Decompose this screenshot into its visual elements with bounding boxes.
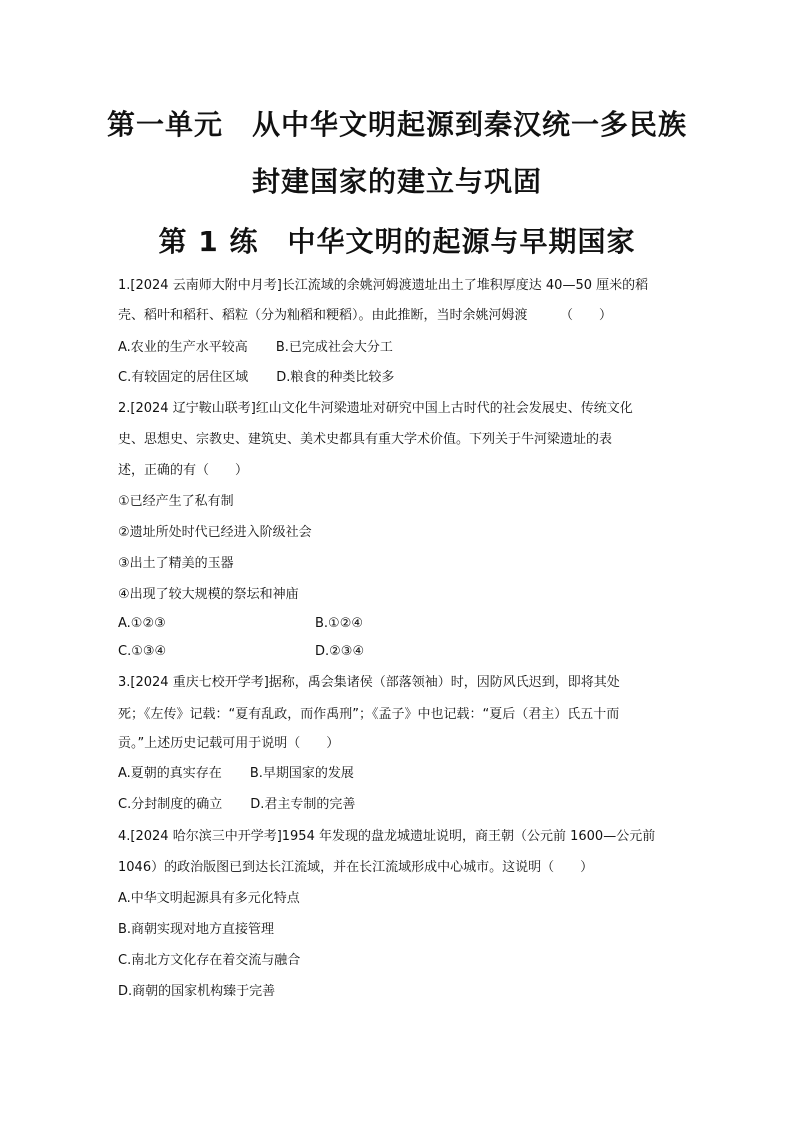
unit-title: 第一单元 从中华文明起源到秦汉统一多民族 [106, 108, 687, 141]
q1-stem-line2: 壳、稻叶和稻秆、稻粒（分为籼稻和粳稻）。由此推断，当时余姚河姆渡 （ ） [118, 308, 613, 323]
q2-statement-3: ③出土了精美的玉器 [118, 556, 234, 571]
q2-statement-2: ②遗址所处时代已经进入阶级社会 [118, 525, 312, 540]
q2-option-c[interactable]: C.①③④ [118, 644, 167, 659]
q2-option-a[interactable]: A.①②③ [118, 616, 166, 631]
q4-option-a[interactable]: A.中华文明起源具有多元化特点 [118, 891, 300, 906]
q4-option-c[interactable]: C.南北方文化存在着交流与融合 [118, 953, 301, 968]
q4-stem-line2: 1046）的政治版图已到达长江流域，并在长江流域形成中心城市。这说明（ ） [118, 860, 594, 875]
q3-option-b[interactable]: B.早期国家的发展 [249, 766, 354, 781]
q2-stem-line1: 2.[2024 辽宁鞍山联考]红山文化牛河梁遗址对研究中国上古时代的社会发展史、传统文化 [118, 401, 633, 416]
q3-option-c[interactable]: C.分封制度的确立 [118, 797, 223, 812]
q3-options-row2 [118, 795, 678, 815]
q1-option-b[interactable]: B.已完成社会大分工 [275, 340, 393, 355]
q1-option-c[interactable]: C.有较固定的居住区域 [118, 370, 249, 385]
q1-options-row1 [118, 338, 678, 358]
q2-statement-1: ①已经产生了私有制 [118, 494, 234, 509]
q2-option-b[interactable]: B.①②④ [315, 616, 364, 631]
q3-options-row1 [118, 764, 678, 784]
q1-option-a[interactable]: A.农业的生产水平较高 [118, 340, 248, 355]
q3-option-d[interactable]: D.君主专制的完善 [250, 797, 356, 812]
q3-option-a[interactable]: A.夏朝的真实存在 [118, 766, 222, 781]
q4-option-d[interactable]: D.商朝的国家机构臻于完善 [118, 984, 276, 999]
q2-statement-4: ④出现了较大规模的祭坛和神庙 [118, 587, 299, 602]
q2-stem-line3: 述，正确的有（ ） [118, 463, 249, 478]
q2-stem-line2: 史、思想史、宗教史、建筑史、美术史都具有重大学术价值。下列关于牛河梁遗址的表 [118, 432, 613, 447]
unit-title-continued: 封建国家的建立与巩固 [251, 165, 542, 198]
lesson-title: 第 1 练 中华文明的起源与早期国家 [158, 225, 636, 258]
q4-option-b[interactable]: B.商朝实现对地方直接管理 [118, 922, 275, 937]
q3-stem-line3: 贡。”上述历史记载可用于说明（ ） [118, 736, 340, 751]
q1-stem-line1: 1.[2024 云南师大附中月考]长江流域的余姚河姆渡遗址出土了堆积厚度达 40—50 厘米的稻 [118, 278, 649, 293]
q3-stem-line2: 死；《左传》记载：“夏有乱政，而作禹刑”；《孟子》中也记载：“夏后（君主）氏五十而 [118, 707, 620, 722]
q1-option-d[interactable]: D.粮食的种类比较多 [276, 370, 395, 385]
q3-stem-line1: 3.[2024 重庆七校开学考]据称，禹会集诸侯（部落领袖）时，因防风氏迟到，即将其处 [118, 675, 620, 690]
q1-options-row2 [118, 368, 678, 388]
q2-option-d[interactable]: D.②③④ [315, 644, 365, 659]
q4-stem-line1: 4.[2024 哈尔滨三中开学考]1954 年发现的盘龙城遗址说明，商王朝（公元前 1600—公元前 [118, 829, 656, 844]
